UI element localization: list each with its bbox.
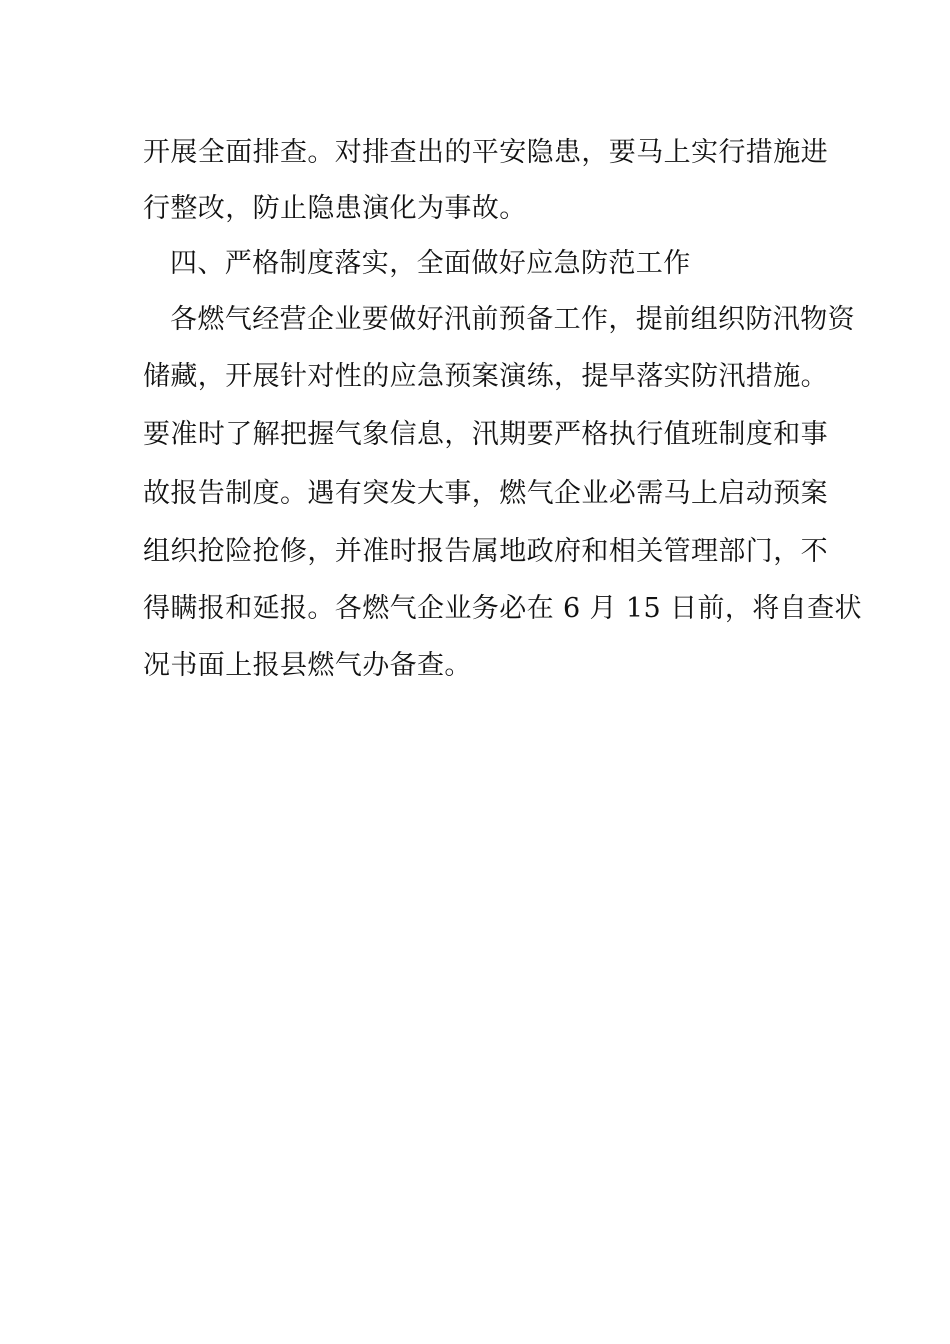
- paragraph-line: 储藏，开展针对性的应急预案演练，提早落实防汛措施。: [143, 361, 828, 392]
- paragraph-line: 开展全面排查。对排查出的平安隐患，要马上实行措施进: [143, 137, 828, 168]
- paragraph-line: 各燃气经营企业要做好汛前预备工作，提前组织防汛物资: [170, 304, 855, 335]
- paragraph-line: 况书面上报县燃气办备查。: [143, 650, 472, 681]
- paragraph-line: 得瞒报和延报。各燃气企业务必在 6 月 15 日前，将自查状: [143, 593, 862, 624]
- paragraph-line: 行整改，防止隐患演化为事故。: [143, 193, 527, 224]
- section-heading: 四、严格制度落实，全面做好应急防范工作: [170, 248, 691, 279]
- paragraph-line: 要准时了解把握气象信息，汛期要严格执行值班制度和事: [143, 419, 828, 450]
- paragraph-line: 组织抢险抢修，并准时报告属地政府和相关管理部门，不: [143, 536, 828, 567]
- paragraph-line: 故报告制度。遇有突发大事，燃气企业必需马上启动预案: [143, 478, 828, 509]
